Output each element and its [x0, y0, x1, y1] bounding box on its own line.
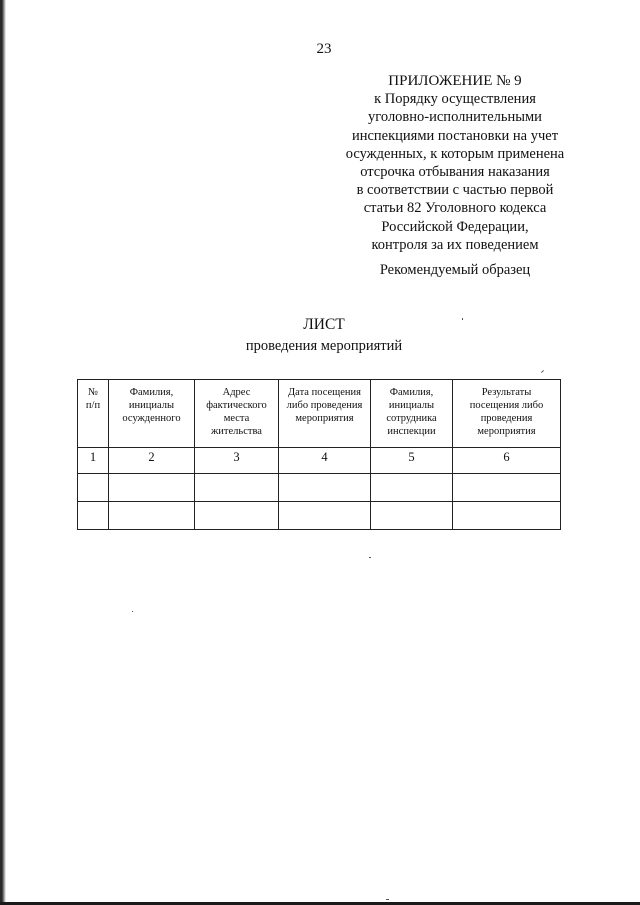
appendix-title: ПРИЛОЖЕНИЕ № 9 — [388, 73, 522, 89]
table-row — [78, 502, 561, 530]
appendix-line: к Порядку осуществления — [374, 91, 536, 108]
table-cell — [78, 502, 109, 530]
page-edge — [0, 0, 6, 905]
appendix-line: отсрочка отбывания наказания — [360, 164, 550, 181]
column-number: 4 — [279, 448, 371, 474]
document-subtitle: проведения мероприятий — [245, 338, 403, 354]
column-number-row — [78, 448, 561, 474]
column-number: 2 — [109, 448, 195, 474]
table-cell — [453, 502, 561, 530]
appendix-line: в соответствии с частью первой — [356, 182, 554, 199]
events-table — [77, 379, 561, 530]
table-cell — [195, 474, 279, 502]
sample-note: Рекомендуемый образец — [379, 262, 531, 278]
column-number: 6 — [453, 448, 561, 474]
column-number: 5 — [371, 448, 453, 474]
scan-speck — [541, 370, 544, 373]
column-number: 1 — [78, 448, 109, 474]
scan-speck — [369, 557, 371, 558]
header-cell-convict-name: Фамилия, инициалы осужденного — [109, 380, 195, 448]
appendix-line: контроля за их поведением — [371, 236, 539, 253]
document-title: ЛИСТ — [303, 316, 345, 333]
header-cell-visit-date: Дата посещения либо проведения мероприятия — [279, 380, 371, 448]
table-cell — [109, 474, 195, 502]
table-cell — [371, 474, 453, 502]
appendix-block — [300, 72, 610, 254]
table-cell — [453, 474, 561, 502]
header-cell-number: № п/п — [78, 380, 109, 448]
scan-speck — [386, 899, 389, 900]
header-cell-results: Результаты посещения либо проведения мероприятия — [453, 380, 561, 448]
column-number: 3 — [195, 448, 279, 474]
table-header-row — [78, 380, 561, 448]
appendix-line: уголовно-исполнительными — [368, 109, 542, 126]
header-cell-address: Адрес фактического места жительства — [195, 380, 279, 448]
table-row — [78, 474, 561, 502]
appendix-line: Российской Федерации, — [381, 218, 529, 235]
table-cell — [109, 502, 195, 530]
appendix-line: инспекциями постановки на учет — [351, 127, 559, 144]
table-cell — [279, 502, 371, 530]
header-cell-officer-name: Фамилия, инициалы сотрудника инспекции — [371, 380, 453, 448]
scan-speck — [132, 611, 133, 612]
table-cell — [195, 502, 279, 530]
appendix-line: осужденных, к которым применена — [345, 145, 565, 162]
page-number: 23 — [316, 41, 332, 57]
table-cell — [279, 474, 371, 502]
table-cell — [78, 474, 109, 502]
appendix-line: статьи 82 Уголовного кодекса — [363, 200, 547, 217]
scan-speck — [462, 318, 463, 320]
table-cell — [371, 502, 453, 530]
